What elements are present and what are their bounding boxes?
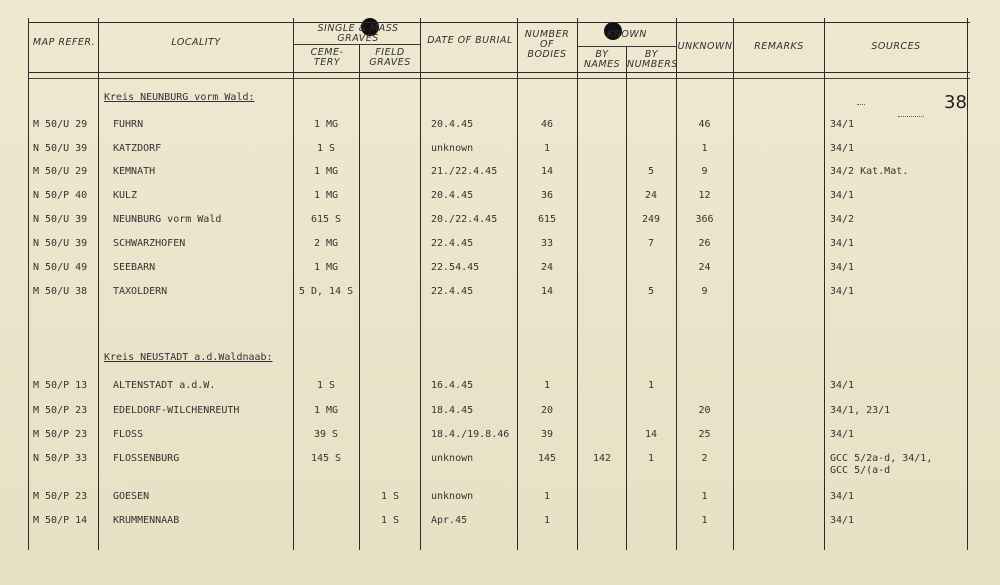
cell-map: M 50/P 23 — [33, 429, 88, 440]
cell-numbers: 7 — [647, 238, 655, 249]
cell-loc: KRUMMENNAAB — [113, 515, 180, 526]
col-rule-7 — [626, 46, 627, 550]
cell-loc: FLOSS — [113, 429, 144, 440]
cell-bodies: 39 — [540, 429, 554, 440]
header-by-numbers: BY NUMBERS — [627, 49, 678, 70]
cell-sources: 34/1 — [830, 286, 855, 297]
cell-map: N 50/U 39 — [33, 238, 88, 249]
cell-map: M 50/P 13 — [33, 380, 88, 391]
cell-sources: 34/2 — [830, 214, 855, 225]
cell-bodies: 14 — [540, 286, 554, 297]
header-rule — [28, 72, 970, 73]
cell-bodies: 46 — [540, 119, 554, 130]
cell-unknown: 24 — [698, 262, 711, 273]
cell-date: 18.4.45 — [431, 405, 474, 416]
cell-loc: SEEBARN — [113, 262, 156, 273]
cell-unknown: 26 — [698, 238, 711, 249]
cell-map: M 50/U 29 — [33, 119, 88, 130]
cell-numbers: 5 — [647, 286, 655, 297]
cell-unknown: 2 — [701, 453, 708, 464]
cell-sources: 34/1 — [830, 190, 855, 201]
header-field-graves: FIELD GRAVES — [369, 47, 411, 68]
cell-numbers: 1 — [647, 380, 655, 391]
cell-loc: KULZ — [113, 190, 138, 201]
header-number-of-bodies: NUMBER OF BODIES — [524, 29, 570, 60]
col-rule-6 — [577, 18, 578, 550]
header-sources: SOURCES — [871, 41, 921, 52]
cell-sources: 34/1 — [830, 515, 855, 526]
cell-sources: 34/1 — [830, 380, 855, 391]
section-title: Kreis NEUSTADT a.d.Waldnaab: — [104, 352, 273, 363]
header-remarks: REMARKS — [754, 41, 804, 52]
cell-unknown: 9 — [701, 286, 708, 297]
cell-numbers: 5 — [647, 166, 655, 177]
col-rule-3 — [359, 44, 360, 550]
cell-date: Apr.45 — [431, 515, 468, 526]
col-rule-4 — [420, 18, 421, 550]
header-map-ref: MAP REFER. — [32, 37, 96, 48]
cell-cem: 615 S — [310, 214, 342, 225]
cell-unknown: 366 — [695, 214, 714, 225]
cell-cem: 1 MG — [313, 405, 339, 416]
cell-loc: TAXOLDERN — [113, 286, 168, 297]
cell-loc: GOESEN — [113, 491, 150, 502]
known-subrule — [578, 46, 676, 47]
cell-date: 20.4.45 — [431, 190, 474, 201]
cell-numbers: 1 — [647, 453, 655, 464]
col-rule-10 — [824, 18, 825, 550]
cell-numbers: 249 — [641, 214, 661, 225]
cell-unknown: 1 — [701, 491, 708, 502]
header-known: KNOWN — [607, 29, 647, 40]
cell-unknown: 1 — [701, 515, 708, 526]
cell-bodies: 145 — [537, 453, 557, 464]
cell-date: 21./22.4.45 — [431, 166, 498, 177]
cell-cem: 1 MG — [313, 119, 339, 130]
col-rule-11 — [967, 18, 968, 550]
cell-unknown: 46 — [698, 119, 711, 130]
cell-loc: KATZDORF — [113, 143, 162, 154]
col-rule-5 — [517, 18, 518, 550]
cell-unknown: 20 — [698, 405, 711, 416]
col-rule-9 — [733, 18, 734, 550]
cell-date: 20.4.45 — [431, 119, 474, 130]
cell-sources: 34/1 — [830, 262, 855, 273]
cell-cem: 1 S — [316, 380, 336, 391]
cell-map: N 50/U 39 — [33, 143, 88, 154]
cell-cem: 5 D, 14 S — [298, 286, 354, 297]
cell-unknown: 1 — [701, 143, 708, 154]
cell-cem: 2 MG — [313, 238, 339, 249]
cell-date: 22.4.45 — [431, 286, 474, 297]
graves-subrule — [294, 44, 420, 45]
header-by-names: BY NAMES — [583, 49, 621, 70]
cell-cem: 145 S — [310, 453, 342, 464]
cell-loc: SCHWARZHOFEN — [113, 238, 186, 249]
cell-sources: 34/1 — [830, 238, 855, 249]
cell-bodies: 24 — [540, 262, 554, 273]
cell-bodies: 615 — [537, 214, 557, 225]
page-dash-2 — [898, 116, 924, 117]
cell-bodies: 1 — [543, 515, 551, 526]
cell-bodies: 1 — [543, 491, 551, 502]
cell-bodies: 36 — [540, 190, 554, 201]
cell-unknown: 25 — [698, 429, 711, 440]
col-rule-2 — [293, 18, 294, 550]
cell-map: M 50/U 38 — [33, 286, 88, 297]
cell-bodies: 1 — [543, 143, 551, 154]
cell-sources: 34/1, 23/1 — [830, 405, 891, 416]
cell-date: 22.54.45 — [431, 262, 480, 273]
cell-cem: 39 S — [313, 429, 339, 440]
col-rule-8 — [676, 18, 677, 550]
col-rule-1 — [98, 18, 99, 550]
cell-cem: 1 MG — [313, 166, 339, 177]
cell-sources: GCC 5/2a-d, 34/1, — [830, 453, 933, 464]
cell-cem: 1 MG — [313, 190, 339, 201]
cell-map: N 50/P 33 — [33, 453, 88, 464]
cell-sources: 34/1 — [830, 119, 855, 130]
cell-cem: 1 MG — [313, 262, 339, 273]
cell-date: unknown — [431, 491, 474, 502]
header-rule-2 — [28, 78, 970, 79]
cell-date: unknown — [431, 143, 474, 154]
cell-field: 1 S — [380, 491, 400, 502]
cell-loc: FLOSSENBURG — [113, 453, 180, 464]
cell-map: M 50/P 23 — [33, 405, 88, 416]
cell-names: 142 — [592, 453, 612, 464]
cell-unknown: 12 — [698, 190, 711, 201]
page-number: 38 — [944, 92, 967, 113]
cell-bodies: 33 — [540, 238, 554, 249]
section-title: Kreis NEUNBURG vorm Wald: — [104, 92, 255, 103]
cell-field: 1 S — [380, 515, 400, 526]
cell-loc: EDELDORF-WILCHENREUTH — [113, 405, 240, 416]
cell-map: M 50/P 14 — [33, 515, 88, 526]
top-rule — [28, 22, 970, 23]
cell-map: N 50/U 39 — [33, 214, 88, 225]
cell-loc: NEUNBURG vorm Wald — [113, 214, 222, 225]
cell-bodies: 20 — [540, 405, 554, 416]
cell-numbers: 24 — [644, 190, 658, 201]
cell-sources: 34/2 Kat.Mat. — [830, 166, 909, 177]
cell-date: 20./22.4.45 — [431, 214, 498, 225]
cell-date: unknown — [431, 453, 474, 464]
cell-map: M 50/P 23 — [33, 491, 88, 502]
col-rule-0 — [28, 18, 29, 550]
cell-sources: 34/1 — [830, 491, 855, 502]
header-unknown: UNKNOWN — [677, 41, 733, 52]
cell-loc: ALTENSTADT a.d.W. — [113, 380, 216, 391]
cell-bodies: 14 — [540, 166, 554, 177]
cell-bodies: 1 — [543, 380, 551, 391]
cell-date: 16.4.45 — [431, 380, 474, 391]
cell-map: N 50/U 49 — [33, 262, 88, 273]
header-locality: LOCALITY — [171, 37, 221, 48]
cell-sources: 34/1 — [830, 143, 855, 154]
cell-unknown: 9 — [701, 166, 708, 177]
cell-cem: 1 S — [316, 143, 336, 154]
cell-sources-line2: GCC 5/(a-d — [830, 465, 891, 476]
cell-map: N 50/P 40 — [33, 190, 88, 201]
cell-date: 18.4./19.8.46 — [431, 429, 510, 440]
header-cemetery: CEME- TERY — [310, 47, 344, 68]
header-single-mass-graves: SINGLE & MASS GRAVES — [317, 23, 399, 44]
cell-sources: 34/1 — [830, 429, 855, 440]
cell-numbers: 14 — [644, 429, 658, 440]
header-date-of-burial: DATE OF BURIAL — [427, 35, 513, 46]
cell-loc: FUHRN — [113, 119, 144, 130]
page-dash-1 — [857, 104, 865, 105]
cell-date: 22.4.45 — [431, 238, 474, 249]
cell-loc: KEMNATH — [113, 166, 156, 177]
cell-map: M 50/U 29 — [33, 166, 88, 177]
